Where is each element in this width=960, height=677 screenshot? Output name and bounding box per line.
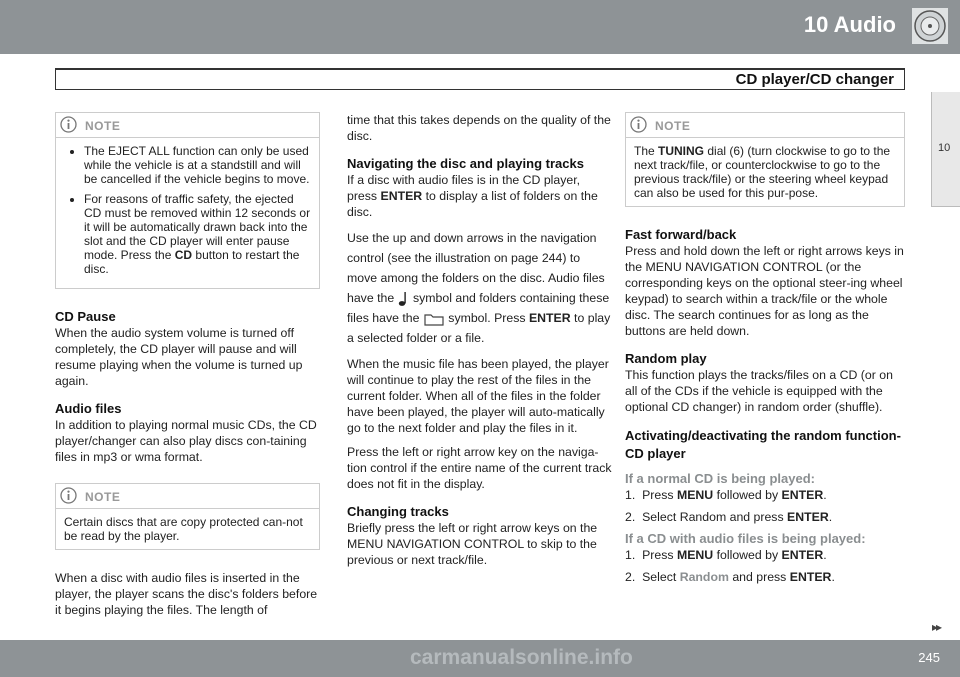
note-item-traffic-safety: • For reasons of traffic safety, the ejected CD must be removed within 12 seconds or it will be automatically drawn back into the slot and the CD player will enter pause mode. Press the CD button to restart the disc. <box>84 192 311 276</box>
note-label: NOTE <box>85 490 121 504</box>
text-disc-insert: When a disc with audio files is inserted in the player, the player scans the disc's folders before it begins playing the files. The length of <box>55 571 318 617</box>
section-title: CD player/CD changer <box>735 71 894 88</box>
note-label: NOTE <box>655 119 691 133</box>
column-3 <box>625 112 905 591</box>
chapter-tab <box>931 92 960 207</box>
text-continued: time that this takes depends on the quality of the disc. <box>347 113 611 143</box>
note-label: NOTE <box>85 119 121 133</box>
page-number: 245 <box>918 650 940 665</box>
step-normal-2: 2. Select Random and press ENTER. <box>625 510 833 524</box>
heading-activating-random: Activating/deactivating the random function-CD player <box>625 428 901 461</box>
step-audio-1: 1. Press MENU followed by ENTER. <box>625 548 827 562</box>
text-nav-4: Press the left or right arrow key on the naviga-tion control if the entire name of the current track does not fit in the display. <box>347 445 612 491</box>
note-body <box>56 138 319 288</box>
chapter-tab-number: 10 <box>938 142 951 154</box>
heading-changing-tracks: Changing tracks <box>347 504 449 519</box>
text-nav-3: When the music file has been played, the player will continue to play the rest of the files in the current folder. When all of the files in the folder have been played, the player will auto-matically go to the next folder and play the files in it. <box>347 357 609 435</box>
heading-normal-cd: If a normal CD is being played: <box>625 471 815 486</box>
next-page-arrows: ▸▸ <box>931 620 940 634</box>
heading-fast-forward: Fast forward/back <box>625 227 737 242</box>
note-box-eject <box>55 112 320 289</box>
info-icon <box>60 116 77 133</box>
note-body: Certain discs that are copy protected can-not be read by the player. <box>64 515 303 543</box>
heading-cd-pause: CD Pause <box>55 309 116 324</box>
step-normal-1: 1. Press MENU followed by ENTER. <box>625 488 827 502</box>
section-header <box>55 68 905 90</box>
steps-audio-cd <box>625 547 905 585</box>
text-audio-files: In addition to playing normal music CDs, the CD player/changer can also play discs con-taining files in mp3 or wma format. <box>55 418 317 464</box>
step-audio-2: 2. Select Random and press ENTER. <box>625 570 835 584</box>
note-item-eject-all: • The EJECT ALL function can only be used while the vehicle is at a standstill and will be cancelled if the vehicle begins to move. <box>84 144 311 186</box>
text-fast-forward: Press and hold down the left or right arrows keys in the MENU NAVIGATION CONTROL (or the corresponding keys on the optional steer-ing wheel keypad) to search within a track/file or the whole disc. The search continues for as long as the buttons are held down. <box>625 244 904 338</box>
header-bar <box>0 0 960 54</box>
info-icon <box>630 116 647 133</box>
text-random-play: This function plays the tracks/files on a CD (or on all of the CDs if the vehicle is equipped with the optional CD changer) in random order (shuffle). <box>625 368 893 414</box>
note-header <box>626 113 904 138</box>
text-cd-pause: When the audio system volume is turned off completely, the CD player will pause and will resume playing when the volume is turned up again. <box>55 326 303 388</box>
note-header <box>56 113 319 138</box>
heading-audio-cd: If a CD with audio files is being played: <box>625 531 866 546</box>
info-icon <box>60 487 77 504</box>
heading-audio-files: Audio files <box>55 401 122 416</box>
note-box-copy-protected <box>55 483 320 550</box>
folder-icon <box>423 312 445 326</box>
heading-random-play: Random play <box>625 351 707 366</box>
note-header <box>56 484 319 509</box>
volvo-logo-icon <box>912 8 948 44</box>
text-changing-tracks: Briefly press the left or right arrow keys on the MENU NAVIGATION CONTROL to skip to the previous or next track/file. <box>347 521 598 567</box>
steps-normal-cd <box>625 487 905 525</box>
text-nav-1: If a disc with audio files is in the CD player, press ENTER to display a list of folders on the disc. <box>347 173 598 219</box>
note-box-tuning <box>625 112 905 207</box>
heading-navigating: Navigating the disc and playing tracks <box>347 156 584 171</box>
watermark: carmanualsonline.info <box>410 646 633 669</box>
chapter-title: 10 Audio <box>803 12 896 37</box>
column-2 <box>347 112 613 576</box>
column-1 <box>55 112 320 626</box>
music-note-icon <box>398 291 410 307</box>
text-nav-2: Use the up and down arrows in the navigation control (see the illustration on page 244) to move among the folders on the disc. Audio files have the symbol and folders containing these files have the symbol. Press ENTER to play a selected folder or a file. <box>347 231 611 345</box>
note-body: The TUNING dial (6) (turn clockwise to go to the next track/file, or counterclockwise to go to the previous track/file) or the steering wheel keypad can also be used for this pur-pose. <box>634 144 891 200</box>
